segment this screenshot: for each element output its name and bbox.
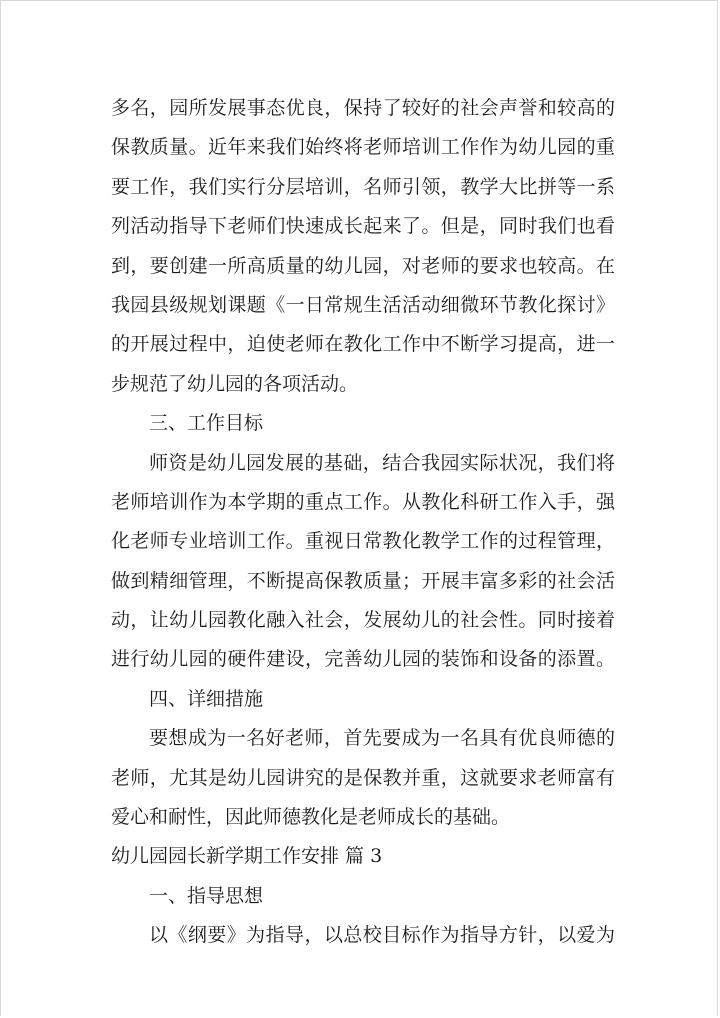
article-title: 幼儿园园长新学期工作安排 篇 3 xyxy=(111,845,383,868)
paragraph-line: 要工作，我们实行分层培训，名师引领，教学大比拼等一系 xyxy=(111,175,615,198)
paragraph-line: 步规范了幼儿园的各项活动。 xyxy=(111,372,359,395)
paragraph-line: 多名，园所发展事态优良，保持了较好的社会声誉和较高的 xyxy=(111,97,615,119)
paragraph-line: 动，让幼儿园教化融入社会，发展幼儿的社会性。同时接着 xyxy=(111,609,615,632)
paragraph-line: 老师，尤其是幼儿园讲究的是保教并重，这就要求老师富有 xyxy=(111,766,615,789)
paragraph-line: 的开展过程中，迫使老师在教化工作中不断学习提高，进一 xyxy=(111,333,615,356)
paragraph-line: 要想成为一名好老师，首先要成为一名具有优良师德的 xyxy=(149,727,615,750)
paragraph-line: 我园县级规划课题《一日常规生活活动细微环节教化探讨》 xyxy=(111,293,615,316)
paragraph-line: 进行幼儿园的硬件建设，完善幼儿园的装饰和设备的添置。 xyxy=(111,648,615,671)
paragraph-line: 以《纲要》为指导，以总校目标作为指导方针，以爱为 xyxy=(149,924,615,947)
paragraph-line: 到，要创建一所高质量的幼儿园，对老师的要求也较高。在 xyxy=(111,254,615,277)
section-heading-work-goals: 三、工作目标 xyxy=(149,412,264,435)
paragraph-line: 做到精细管理，不断提高保教质量；开展丰富多彩的社会活 xyxy=(111,569,615,592)
paragraph-line: 列活动指导下老师们快速成长起来了。但是，同时我们也看 xyxy=(111,215,615,238)
document-body xyxy=(111,89,615,956)
paragraph-line: 爱心和耐性，因此师德教化是老师成长的基础。 xyxy=(111,806,511,829)
paragraph-line: 老师培训作为本学期的重点工作。从教化科研工作入手，强 xyxy=(111,490,615,513)
paragraph-line: 保教质量。近年来我们始终将老师培训工作作为幼儿园的重 xyxy=(111,136,615,159)
paragraph-line: 化老师专业培训工作。重视日常教化教学工作的过程管理， xyxy=(111,530,615,553)
section-heading-guiding-ideology: 一、指导思想 xyxy=(149,884,264,907)
section-heading-measures: 四、详细措施 xyxy=(149,687,264,710)
paragraph-line: 师资是幼儿园发展的基础，结合我园实际状况，我们将 xyxy=(149,451,615,474)
